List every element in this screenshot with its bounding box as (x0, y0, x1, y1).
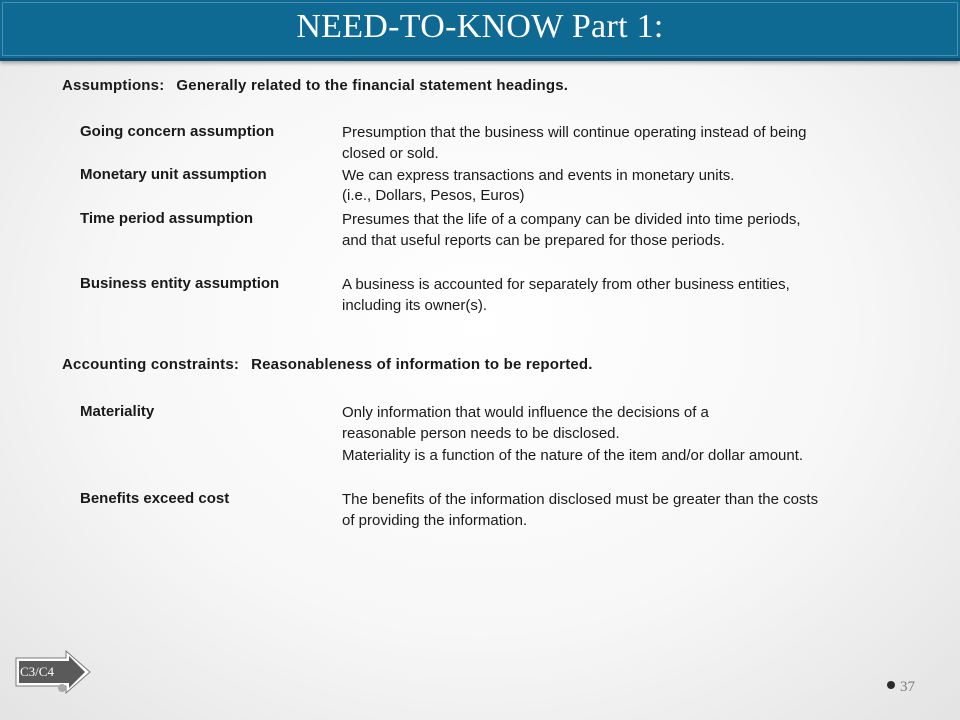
definition-time-period: Presumes that the life of a company can be divided into time periods, and that useful reports can be prepared for those periods. (342, 211, 801, 249)
term-going-concern: Going concern assumption (80, 123, 275, 140)
slide-title: NEED-TO-KNOW Part 1: (296, 8, 664, 45)
term-materiality: Materiality (80, 403, 155, 420)
definition-business-entity: A business is accounted for separately from other business entities, including its owner(s). (342, 276, 790, 314)
bullet-dot-icon (887, 681, 895, 689)
definition-materiality: Only information that would influence the decisions of a reasonable person needs to be disclosed. (342, 404, 709, 442)
learning-objective-badge[interactable] (14, 650, 92, 694)
title-bar (0, 0, 960, 61)
definition-materiality-note: Materiality is a function of the nature of the item and/or dollar amount. (342, 447, 804, 464)
constraints-heading-description: Reasonableness of information to be reported. (251, 356, 593, 373)
assumptions-heading-description: Generally related to the financial statement headings. (176, 77, 569, 94)
constraints-heading-label: Accounting constraints: (62, 356, 240, 373)
bullet-dot-icon (58, 684, 66, 692)
definition-benefits-exceed-cost: The benefits of the information disclosed must be greater than the costs of providing the information. (342, 491, 819, 529)
term-business-entity: Business entity assumption (80, 275, 280, 292)
term-monetary-unit: Monetary unit assumption (80, 166, 267, 183)
constraints-heading (62, 356, 593, 373)
definition-going-concern: Presumption that the business will continue operating instead of being closed or sold. (342, 124, 807, 162)
definition-monetary-unit-examples: (i.e., Dollars, Pesos, Euros) (342, 187, 525, 204)
page-number (887, 679, 915, 696)
definition-monetary-unit: We can express transactions and events in monetary units. (342, 167, 735, 184)
page-number-value: 37 (900, 679, 915, 695)
term-time-period: Time period assumption (80, 210, 254, 227)
term-benefits-exceed-cost: Benefits exceed cost (80, 490, 230, 507)
assumptions-heading-label: Assumptions: (62, 77, 165, 94)
assumptions-heading (62, 77, 568, 94)
badge-label: C3/C4 (20, 664, 54, 679)
